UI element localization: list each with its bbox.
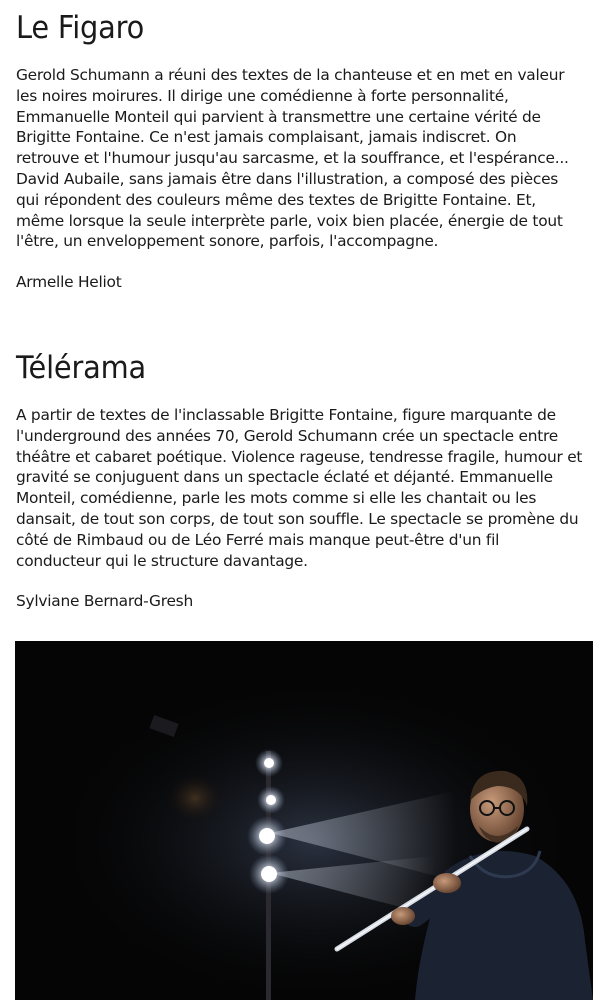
review-paragraph: Gerold Schumann a réuni des textes de la chanteuse et en met en valeur les noires moirures. Il dirige une comédienne à forte personnalité, Emmanuelle Monteil qui parvient à transmettre une certaine vérité de Brigitte Fontaine. Ce n'est jamais complaisant, jamais indiscret. On retrouve et l'humour jusqu'au sarcasme, et la souffrance, et l'espérance... [16,66,569,168]
stage-lamp [259,828,275,844]
musician-hand [391,907,415,925]
stage-photo-illustration [15,641,593,1000]
outlet-title: Le Figaro [16,10,145,46]
review-paragraph: David Aubaile, sans jamais être dans l'illustration, a composé des pièces qui répondent des couleurs même des textes de Brigitte Fontaine. Et, même lorsque la seule interprète parle, voix bien placée, énergie de tout l'être, un enveloppement sonore, parfois, l'accompagne. [16,169,563,251]
review-le-figaro [16,6,584,293]
review-telerama [16,346,584,612]
stage-lamp [266,795,276,805]
stage-photo [15,641,593,1000]
stage-lamp [264,758,274,768]
outlet-title: Télérama [16,350,146,386]
stage-lamp [261,866,277,882]
amber-light [165,772,225,824]
musician-arm [465,881,535,889]
review-author: Armelle Heliot [16,273,122,292]
review-author: Sylviane Bernard-Gresh [16,592,193,611]
musician-hand [433,873,461,893]
review-paragraph: A partir de textes de l'inclassable Brigitte Fontaine, figure marquante de l'underground des années 70, Gerold Schumann crée un spectacle entre théâtre et cabaret poétique. Violence rageuse, tendresse fragile, humour et gravité se conjuguent dans un spectacle éclaté et déjanté. Emmanuelle Monteil, comédienne, parle les mots comme si elle les chantait ou les dansait, de tout son corps, de tout son souffle. Le spectacle se promène du côté de Rimbaud ou de Léo Ferré mais manque peut-être d'un fil conducteur qui le structure davantage. [16,406,583,570]
